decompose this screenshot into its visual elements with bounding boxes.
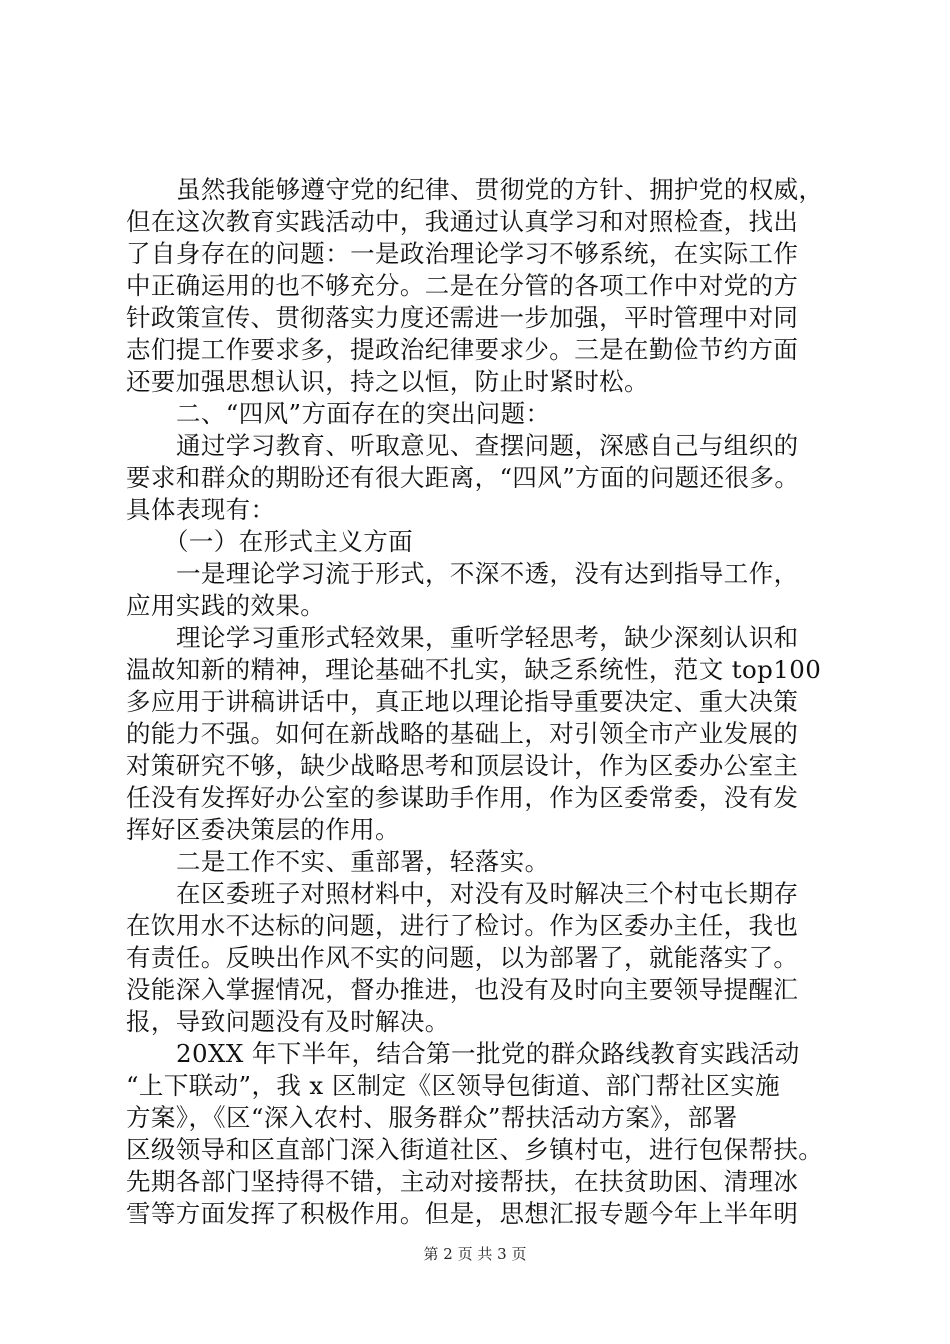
paragraph-line: 针政策宣传、贯彻落实力度还需进一步加强，平时管理中对同 [126, 303, 799, 332]
paragraph-line: 二是工作不实、重部署，轻落实。 [176, 847, 550, 876]
paragraph-line: 一是理论学习流于形式，不深不透，没有达到指导工作， [176, 559, 799, 588]
paragraph-line: 有责任。反映出作风不实的问题，以为部署了，就能落实了。 [126, 943, 799, 972]
paragraph-line: 对策研究不够，缺少战略思考和顶层设计，作为区委办公室主 [126, 751, 799, 780]
paragraph-line: 20XX 年下半年，结合第一批党的群众路线教育实践活动 [176, 1039, 800, 1068]
paragraph-line: 在饮用水不达标的问题，进行了检讨。作为区委办主任，我也 [126, 911, 799, 940]
paragraph-line: 区级领导和区直部门深入街道社区、乡镇村屯，进行包保帮扶。 [126, 1135, 824, 1164]
paragraph-line: 报，导致问题没有及时解决。 [126, 1007, 450, 1036]
paragraph-line: 中正确运用的也不够充分。二是在分管的各项工作中对党的方 [126, 271, 799, 300]
paragraph-line: 雪等方面发挥了积极作用。但是，思想汇报专题今年上半年明 [126, 1199, 799, 1228]
paragraph-line: 在区委班子对照材料中，对没有及时解决三个村屯长期存 [176, 879, 799, 908]
paragraph-line: 要求和群众的期盼还有很大距离，“四风”方面的问题还很多。 [126, 463, 800, 492]
paragraph-line: 先期各部门坚持得不错，主动对接帮扶，在扶贫助困、清理冰 [126, 1167, 799, 1196]
paragraph-line: 具体表现有： [126, 495, 276, 524]
paragraph-line: 还要加强思想认识，持之以恒，防止时紧时松。 [126, 367, 649, 396]
subsection-heading: （一）在形式主义方面 [164, 527, 413, 556]
section-heading: 二、“四风”方面存在的突出问题： [176, 399, 551, 428]
page-number-footer: 第 2 页 共 3 页 [423, 1245, 527, 1263]
paragraph-line: 挥好区委决策层的作用。 [126, 815, 400, 844]
paragraph-line: 应用实践的效果。 [126, 591, 326, 620]
paragraph-line: 的能力不强。如何在新战略的基础上，对引领全市产业发展的 [126, 719, 799, 748]
document-body [126, 174, 826, 1230]
paragraph-line: 多应用于讲稿讲话中，真正地以理论指导重要决定、重大决策 [126, 687, 799, 716]
paragraph-line: 通过学习教育、听取意见、查摆问题，深感自己与组织的 [176, 431, 799, 460]
paragraph-line: 方案》，《区“深入农村、服务群众”帮扶活动方案》，部署 [126, 1103, 738, 1132]
paragraph-line: 虽然我能够遵守党的纪律、贯彻党的方针、拥护党的权威， [176, 175, 824, 204]
paragraph-line: 但在这次教育实践活动中，我通过认真学习和对照检查，找出 [126, 207, 799, 236]
paragraph-line: 没能深入掌握情况，督办推进，也没有及时向主要领导提醒汇 [126, 975, 799, 1004]
paragraph-line: 任没有发挥好办公室的参谋助手作用，作为区委常委，没有发 [126, 783, 799, 812]
paragraph-line: 温故知新的精神，理论基础不扎实，缺乏系统性，范文 top100 [126, 655, 822, 684]
paragraph-line: 了自身存在的问题：一是政治理论学习不够系统，在实际工作 [126, 239, 799, 268]
paragraph-line: 志们提工作要求多，提政治纪律要求少。三是在勤俭节约方面 [126, 335, 799, 364]
paragraph-line: “上下联动”，我 x 区制定《区领导包街道、部门帮社区实施 [126, 1071, 781, 1100]
paragraph-line: 理论学习重形式轻效果，重听学轻思考，缺少深刻认识和 [176, 623, 799, 652]
